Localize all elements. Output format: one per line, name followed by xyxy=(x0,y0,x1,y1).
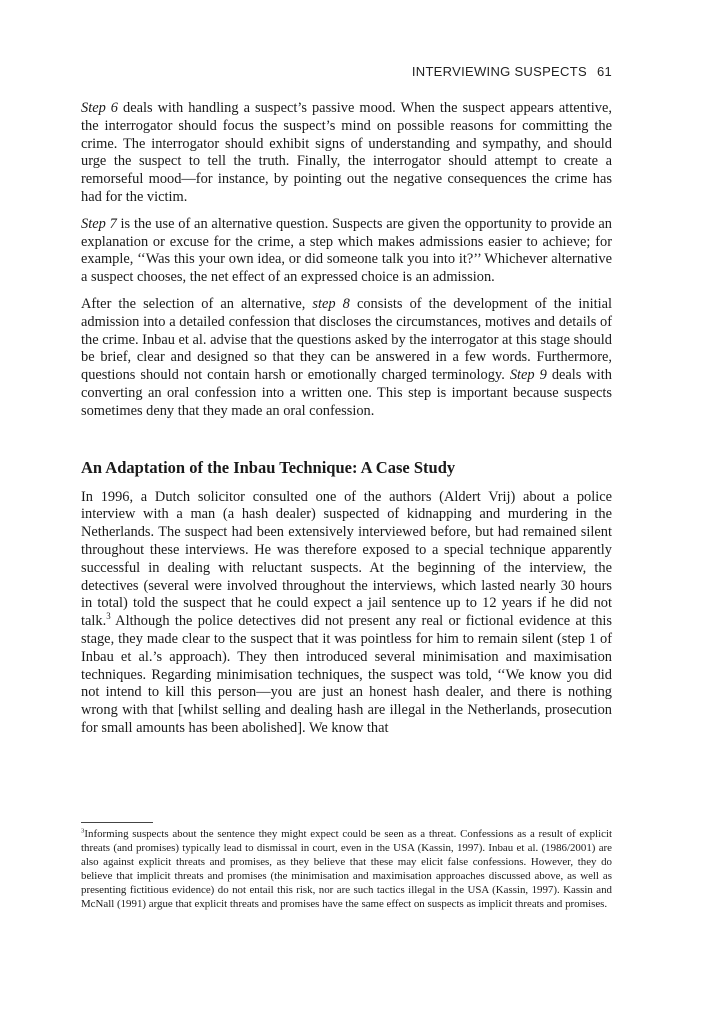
paragraph-text: In 1996, a Dutch solicitor consulted one of the authors (Aldert Vrij) about a police interview with a man (a hash dealer) suspected of kidnapping and murdering in the Netherlands. The suspect had been extensively interviewed before, but had remained silent throughout these interviews. He was therefore exposed to a special technique apparently successful in dealing with reluctant suspects. At the beginning of the interview, the detectives (several were involved throughout the interviews, which lasted nearly 30 hours in total) told the suspect that he could expect a jail sentence up to 12 years if he did not talk. xyxy=(81,488,612,630)
page-number: 61 xyxy=(596,64,612,79)
paragraph-text: deals with handling a suspect’s passive mood. When the suspect appears attentive, the interrogator should focus the suspect’s mind on possible reasons for committing the crime. The interrogator should exhibit signs of understanding and sympathy, and should urge the suspect to tell the truth. Finally, the interrogator should attempt to create a remorseful mood—for instance, by pointing out the negative consequences the crime has had for the victim. xyxy=(81,100,612,205)
paragraph-step-6 xyxy=(81,100,612,207)
paragraph-text: consists of the development of the initial admission into a detailed confession that discloses the circumstances, motives and details of the crime. Inbau et al. advise that the questions asked by the interrogator at this stage should be brief, clear and designed so that they can be answered in a few words. Furthermore, questions should not contain harsh or emotionally charged terminology. xyxy=(81,295,612,384)
main-text xyxy=(81,100,612,747)
footnote-reference: 3 xyxy=(106,611,111,622)
paragraph-text: is the use of an alternative question. Suspects are given the opportunity to provide an explanation or excuse for the crime, a step which makes admissions easier to achieve; for example, ‘‘Was this your own idea, or did someone talk you into it?’’ Whichever alternative a suspect chooses, the net effect of an expressed choice is an admission. xyxy=(81,215,612,286)
section-heading: An Adaptation of the Inbau Technique: A Case Study xyxy=(81,457,456,477)
running-title: INTERVIEWING SUSPECTS xyxy=(411,64,587,79)
step-9-label: Step 9 xyxy=(509,367,547,384)
footnote xyxy=(81,828,612,911)
step-6-label: Step 6 xyxy=(81,100,118,116)
footnote-marker: 3 xyxy=(81,827,85,835)
paragraph-step-7 xyxy=(81,216,612,287)
footnote-text: Informing suspects about the sentence they might expect could be seen as a threat. Confessions as a result of explicit threats (and promises) typically lead to dismissal in court, even in the USA (Kassin, 1997). Inbau et al. (1986/2001) are also against explicit threats and promises, as they believe that these may elicit false confessions. However, they do believe that implicit threats and promises (the minimisation and maximisation approaches discussed above, as well as presenting fictitious evidence) do not entail this risk, nor are such tactics illegal in the USA (Kassin, 1997). Kassin and McNall (1991) argue that explicit threats and promises have the same effect on suspects as implicit threats and promises. xyxy=(81,828,612,910)
step-8-label: step 8 xyxy=(312,295,350,312)
running-header xyxy=(412,64,612,79)
footnote-divider xyxy=(81,822,153,823)
paragraph-text: deals with converting an oral confession into a written one. This step is important because suspects sometimes deny that they made an oral confession. xyxy=(81,367,612,419)
paragraph-text: After the selection of an alternative, xyxy=(81,295,313,312)
step-7-label: Step 7 xyxy=(81,215,117,232)
paragraph-case-study xyxy=(81,489,612,738)
paragraph-text: Although the police detectives did not present any real or fictional evidence at this stage, they made clear to the suspect that it was pointless for him to remain silent (step 1 of Inbau et al.’s approach). They then introduced several minimisation and maximisation techniques. Regarding minimisation techniques, the suspect was told, ‘‘We know you did not intend to kill this person—you are just an honest hash dealer, and there is nothing wrong with that [whilst selling and dealing hash are illegal in the Netherlands, prosecution for small amounts has been abolished]. We know that xyxy=(81,613,612,736)
paragraph-steps-8-9 xyxy=(81,296,612,421)
